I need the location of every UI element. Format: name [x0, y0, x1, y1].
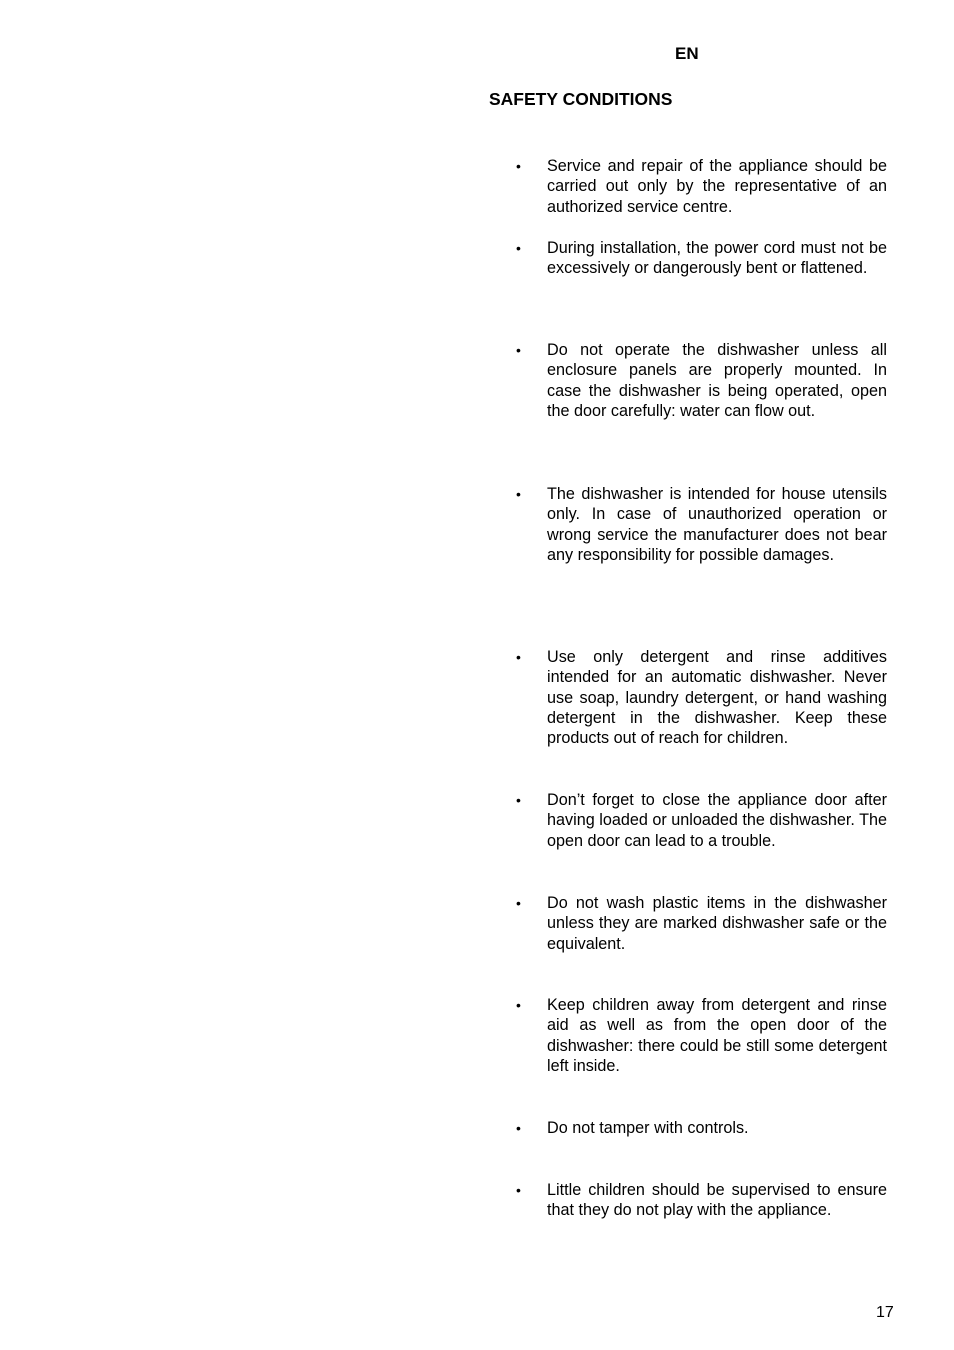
- bullet-icon: •: [516, 240, 521, 256]
- list-item: [516, 238, 888, 279]
- list-item: [516, 1118, 888, 1138]
- list-item: [516, 340, 888, 421]
- list-item-text: Little children should be supervised to ensure that they do not play with the appliance.: [547, 1181, 887, 1220]
- bullet-icon: •: [516, 158, 521, 174]
- bullet-icon: •: [516, 997, 521, 1013]
- list-item: [516, 156, 888, 217]
- list-item-text: Don’t forget to close the appliance door after having loaded or unloaded the dishwasher. The open door can lead to a trouble.: [547, 791, 887, 850]
- bullet-icon: •: [516, 649, 521, 665]
- list-item: [516, 893, 888, 954]
- language-code: EN: [675, 44, 699, 63]
- list-item-text: Do not operate the dishwasher unless all enclosure panels are properly mounted. In case the dishwasher is being operated, open the door carefully: water can flow out.: [547, 341, 887, 420]
- list-item: [516, 647, 888, 748]
- list-item: [516, 790, 888, 851]
- list-item: [516, 1180, 888, 1221]
- list-item: [516, 995, 888, 1076]
- bullet-icon: •: [516, 342, 521, 358]
- page-number: 17: [876, 1304, 894, 1321]
- list-item-text: Do not tamper with controls.: [547, 1119, 749, 1137]
- bullet-icon: •: [516, 895, 521, 911]
- bullet-icon: •: [516, 792, 521, 808]
- section-title: SAFETY CONDITIONS: [489, 89, 673, 109]
- list-item-text: Keep children away from detergent and rinse aid as well as from the open door of the dishwasher: there could be still some detergent left inside.: [547, 996, 887, 1075]
- list-item: [516, 484, 888, 565]
- bullet-icon: •: [516, 1182, 521, 1198]
- bullet-icon: •: [516, 486, 521, 502]
- bullet-icon: •: [516, 1120, 521, 1136]
- list-item-text: During installation, the power cord must not be excessively or dangerously bent or flattened.: [547, 239, 887, 278]
- list-item-text: Do not wash plastic items in the dishwasher unless they are marked dishwasher safe or the equivalent.: [547, 894, 887, 953]
- list-item-text: Service and repair of the appliance should be carried out only by the representative of an authorized service centre.: [547, 157, 887, 216]
- list-item-text: The dishwasher is intended for house utensils only. In case of unauthorized operation or wrong service the manufacturer does not bear any responsibility for possible damages.: [547, 485, 887, 564]
- list-item-text: Use only detergent and rinse additives intended for an automatic dishwasher. Never use soap, laundry detergent, or hand washing detergent in the dishwasher. Keep these products out of reach for children.: [547, 648, 887, 748]
